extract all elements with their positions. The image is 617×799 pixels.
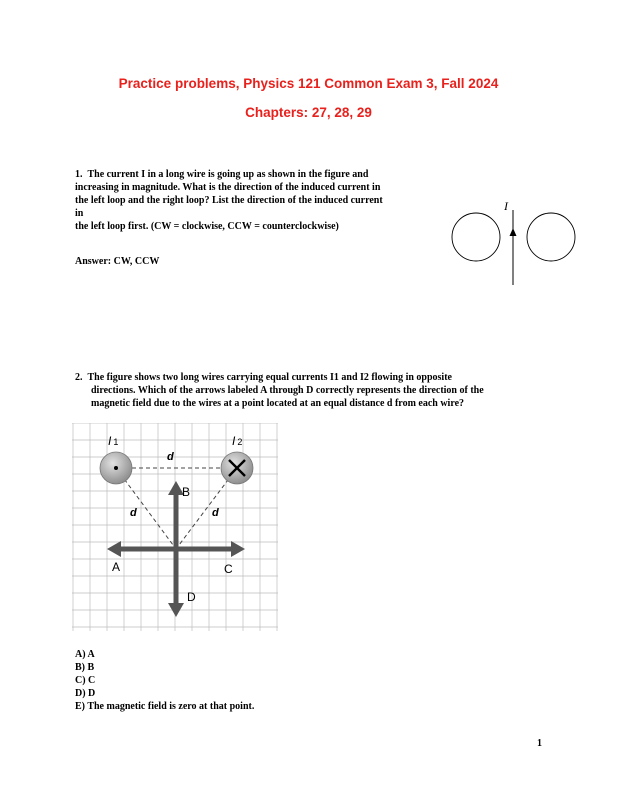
q2-line-2: directions. Which of the arrows labeled A through D correctly represents the direction of the xyxy=(91,385,484,396)
question-1 xyxy=(75,168,435,233)
q2-line-3: magnetic field due to the wires at a point located at an equal distance d from each wire? xyxy=(91,398,465,409)
q2-line-1 xyxy=(75,371,555,384)
d-label-left: d xyxy=(130,507,137,519)
current-arrow-up-icon xyxy=(510,228,517,236)
q1-text-1: The current I in a long wire is going up as shown in the figure and xyxy=(87,169,369,180)
q2-number: 2. xyxy=(75,372,83,383)
q1-line-1 xyxy=(75,168,435,181)
d-label-right: d xyxy=(212,507,219,519)
q1-current-label: I xyxy=(504,199,508,213)
q1-line-5: the left loop first. (CW = clockwise, CCW = counterclockwise) xyxy=(75,221,339,232)
question-2 xyxy=(75,371,555,410)
q1-line-2: increasing in magnitude. What is the direction of the induced current in xyxy=(75,182,381,193)
option-d: D) D xyxy=(75,688,96,699)
current-out-of-page-icon xyxy=(114,466,118,470)
option-c: C) C xyxy=(75,675,96,686)
chapters-heading: Chapters: 27, 28, 29 xyxy=(245,105,372,120)
q2-figure xyxy=(72,423,278,631)
page-title: Practice problems, Physics 121 Common Exam 3, Fall 2024 xyxy=(118,76,499,91)
arrow-c-label: C xyxy=(224,562,233,576)
arrow-b-label: B xyxy=(182,485,191,499)
right-loop xyxy=(527,213,575,261)
page-number: 1 xyxy=(537,738,542,749)
q1-number: 1. xyxy=(75,169,83,180)
i1-label: I 1 xyxy=(108,434,119,448)
q1-line-4: in xyxy=(75,208,84,219)
q2-options xyxy=(75,648,254,713)
q2-text-1: The figure shows two long wires carrying equal currents I1 and I2 flowing in opposite xyxy=(87,372,452,383)
option-a: A) A xyxy=(75,649,95,660)
q1-line-3: the left loop and the right loop? List the direction of the induced current xyxy=(75,195,383,206)
arrow-a-label: A xyxy=(112,560,121,574)
d-label-top: d xyxy=(167,451,174,463)
i2-label: I 2 xyxy=(232,434,243,448)
left-loop xyxy=(452,213,500,261)
arrow-left-icon xyxy=(107,541,121,557)
q1-figure xyxy=(440,188,590,293)
option-b: B) B xyxy=(75,662,95,673)
option-e: E) The magnetic field is zero at that point. xyxy=(75,701,255,712)
q1-answer: Answer: CW, CCW xyxy=(75,256,160,267)
arrow-d-label: D xyxy=(187,590,196,604)
